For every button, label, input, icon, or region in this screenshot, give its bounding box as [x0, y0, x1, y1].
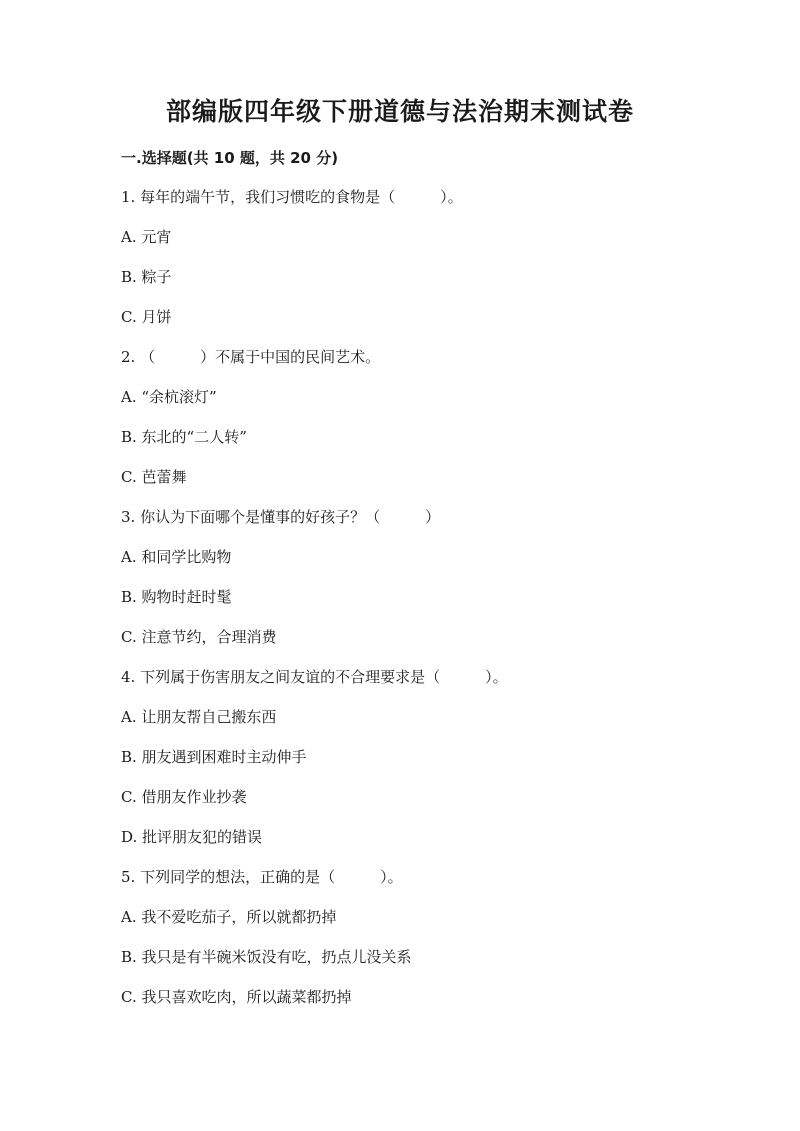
document-title: 部编版四年级下册道德与法治期末测试卷	[165, 97, 634, 126]
option-a: A. 让朋友帮自己搬东西	[121, 708, 277, 726]
question-4	[121, 664, 721, 864]
option-b: B. 东北的“二人转”	[121, 428, 247, 446]
question-stem: 5. 下列同学的想法，正确的是（ ）。	[121, 868, 403, 886]
option-b: B. 粽子	[121, 268, 172, 286]
option-c: C. 注意节约，合理消费	[121, 628, 277, 646]
option-a: A. “余杭滚灯”	[121, 388, 217, 406]
option-c: C. 芭蕾舞	[121, 468, 187, 486]
option-c: C. 月饼	[121, 308, 172, 326]
question-3	[121, 504, 721, 664]
option-a: A. 元宵	[121, 228, 172, 246]
question-stem: 4. 下列属于伤害朋友之间友谊的不合理要求是（ ）。	[121, 668, 508, 686]
option-b: B. 我只是有半碗米饭没有吃，扔点儿没关系	[121, 948, 412, 966]
question-2	[121, 344, 721, 504]
option-d: D. 批评朋友犯的错误	[121, 828, 263, 846]
question-stem: 3. 你认为下面哪个是懂事的好孩子？（ ）	[121, 508, 441, 526]
option-a: A. 和同学比购物	[121, 548, 232, 566]
option-b: B. 朋友遇到困难时主动伸手	[121, 748, 307, 766]
section-heading: 一.选择题(共 10 题，共 20 分)	[121, 149, 339, 167]
question-5	[121, 864, 721, 1024]
question-stem: 2. （ ）不属于中国的民间艺术。	[121, 348, 381, 366]
option-c: C. 借朋友作业抄袭	[121, 788, 247, 806]
option-c: C. 我只喜欢吃肉，所以蔬菜都扔掉	[121, 988, 352, 1006]
option-a: A. 我不爱吃茄子，所以就都扔掉	[121, 908, 337, 926]
question-list	[121, 184, 721, 1024]
option-b: B. 购物时赶时髦	[121, 588, 232, 606]
question-1	[121, 184, 721, 344]
question-stem: 1. 每年的端午节，我们习惯吃的食物是（ ）。	[121, 188, 463, 206]
